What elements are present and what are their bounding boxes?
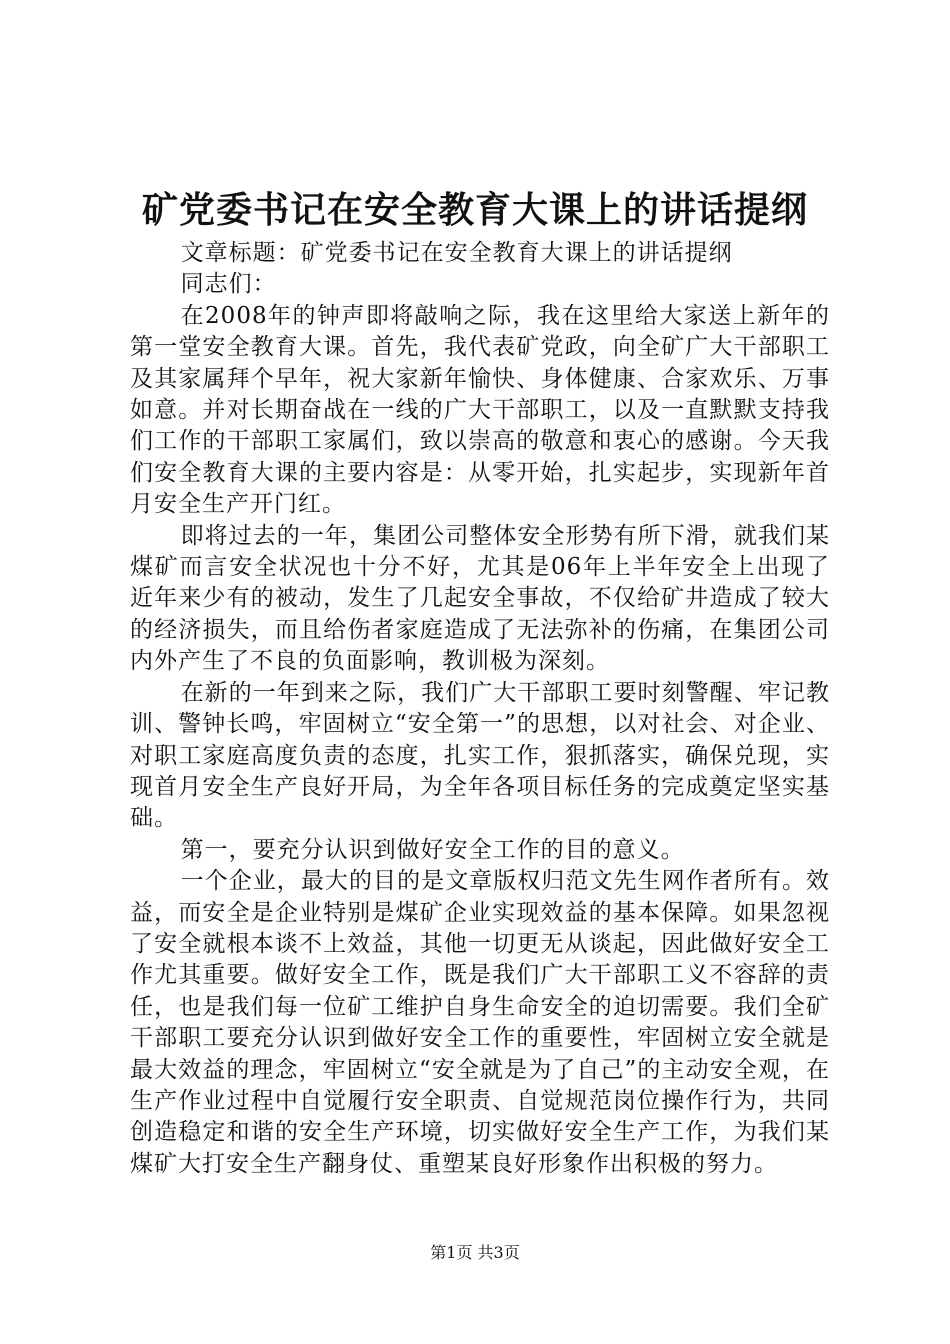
salutation: 同志们：	[180, 271, 277, 298]
paragraph-new-year: 在新的一年到来之际，我们广大干部职工要时刻警醒、牢记教训、警钟长鸣，牢固树立“安全第一”的思想，以对社会、对企业、对职工家庭高度负责的态度，扎实工作，狠抓落实，确保兑现，实现首月安全生产良好开局，为全年各项目标任务的完成奠定坚实基础。	[130, 679, 830, 832]
paragraph-opening: 在2008年的钟声即将敲响之际，我在这里给大家送上新年的第一堂安全教育大课。首先，我代表矿党政，向全矿广大干部职工及其家属拜个早年，祝大家新年愉快、身体健康、合家欢乐、万事如意。并对长期奋战在一线的广大干部职工，以及一直默默支持我们工作的干部职工家属们，致以崇高的敬意和衷心的感谢。今天我们安全教育大课的主要内容是：从零开始，扎实起步，实现新年首月安全生产开门红。	[130, 302, 830, 518]
page-footer: 第1页 共3页	[430, 1243, 520, 1262]
paragraph-purpose: 一个企业，最大的目的是文章版权归范文先生网作者所有。效益，而安全是企业特别是煤矿企业实现效益的基本保障。如果忽视了安全就根本谈不上效益，其他一切更无从谈起，因此做好安全工作尤其重要。做好安全工作，既是我们广大干部职工义不容辞的责任，也是我们每一位矿工维护自身生命安全的迫切需要。我们全矿干部职工要充分认识到做好安全工作的重要性，牢固树立安全就是最大效益的理念，牢固树立“安全就是为了自己”的主动安全观，在生产作业过程中自觉履行安全职责、自觉规范岗位操作行为，共同创造稳定和谐的安全生产环境，切实做好安全生产工作，为我们某煤矿大打安全生产翻身仗、重塑某良好形象作出积极的努力。	[130, 868, 830, 1177]
article-title-line: 文章标题：矿党委书记在安全教育大课上的讲话提纲	[180, 240, 733, 266]
document-body	[130, 238, 830, 1180]
paragraph-review: 即将过去的一年，集团公司整体安全形势有所下滑，就我们某煤矿而言安全状况也十分不好，尤其是06年上半年安全上出现了近年来少有的被动，发生了几起安全事故，不仅给矿井造成了较大的经济损失，而且给伤者家庭造成了无法弥补的伤痛，在集团公司内外产生了不良的负面影响，教训极为深刻。	[130, 522, 830, 675]
section-heading-first: 第一，要充分认识到做好安全工作的目的意义。	[180, 836, 685, 863]
document-title: 矿党委书记在安全教育大课上的讲话提纲	[141, 189, 808, 231]
